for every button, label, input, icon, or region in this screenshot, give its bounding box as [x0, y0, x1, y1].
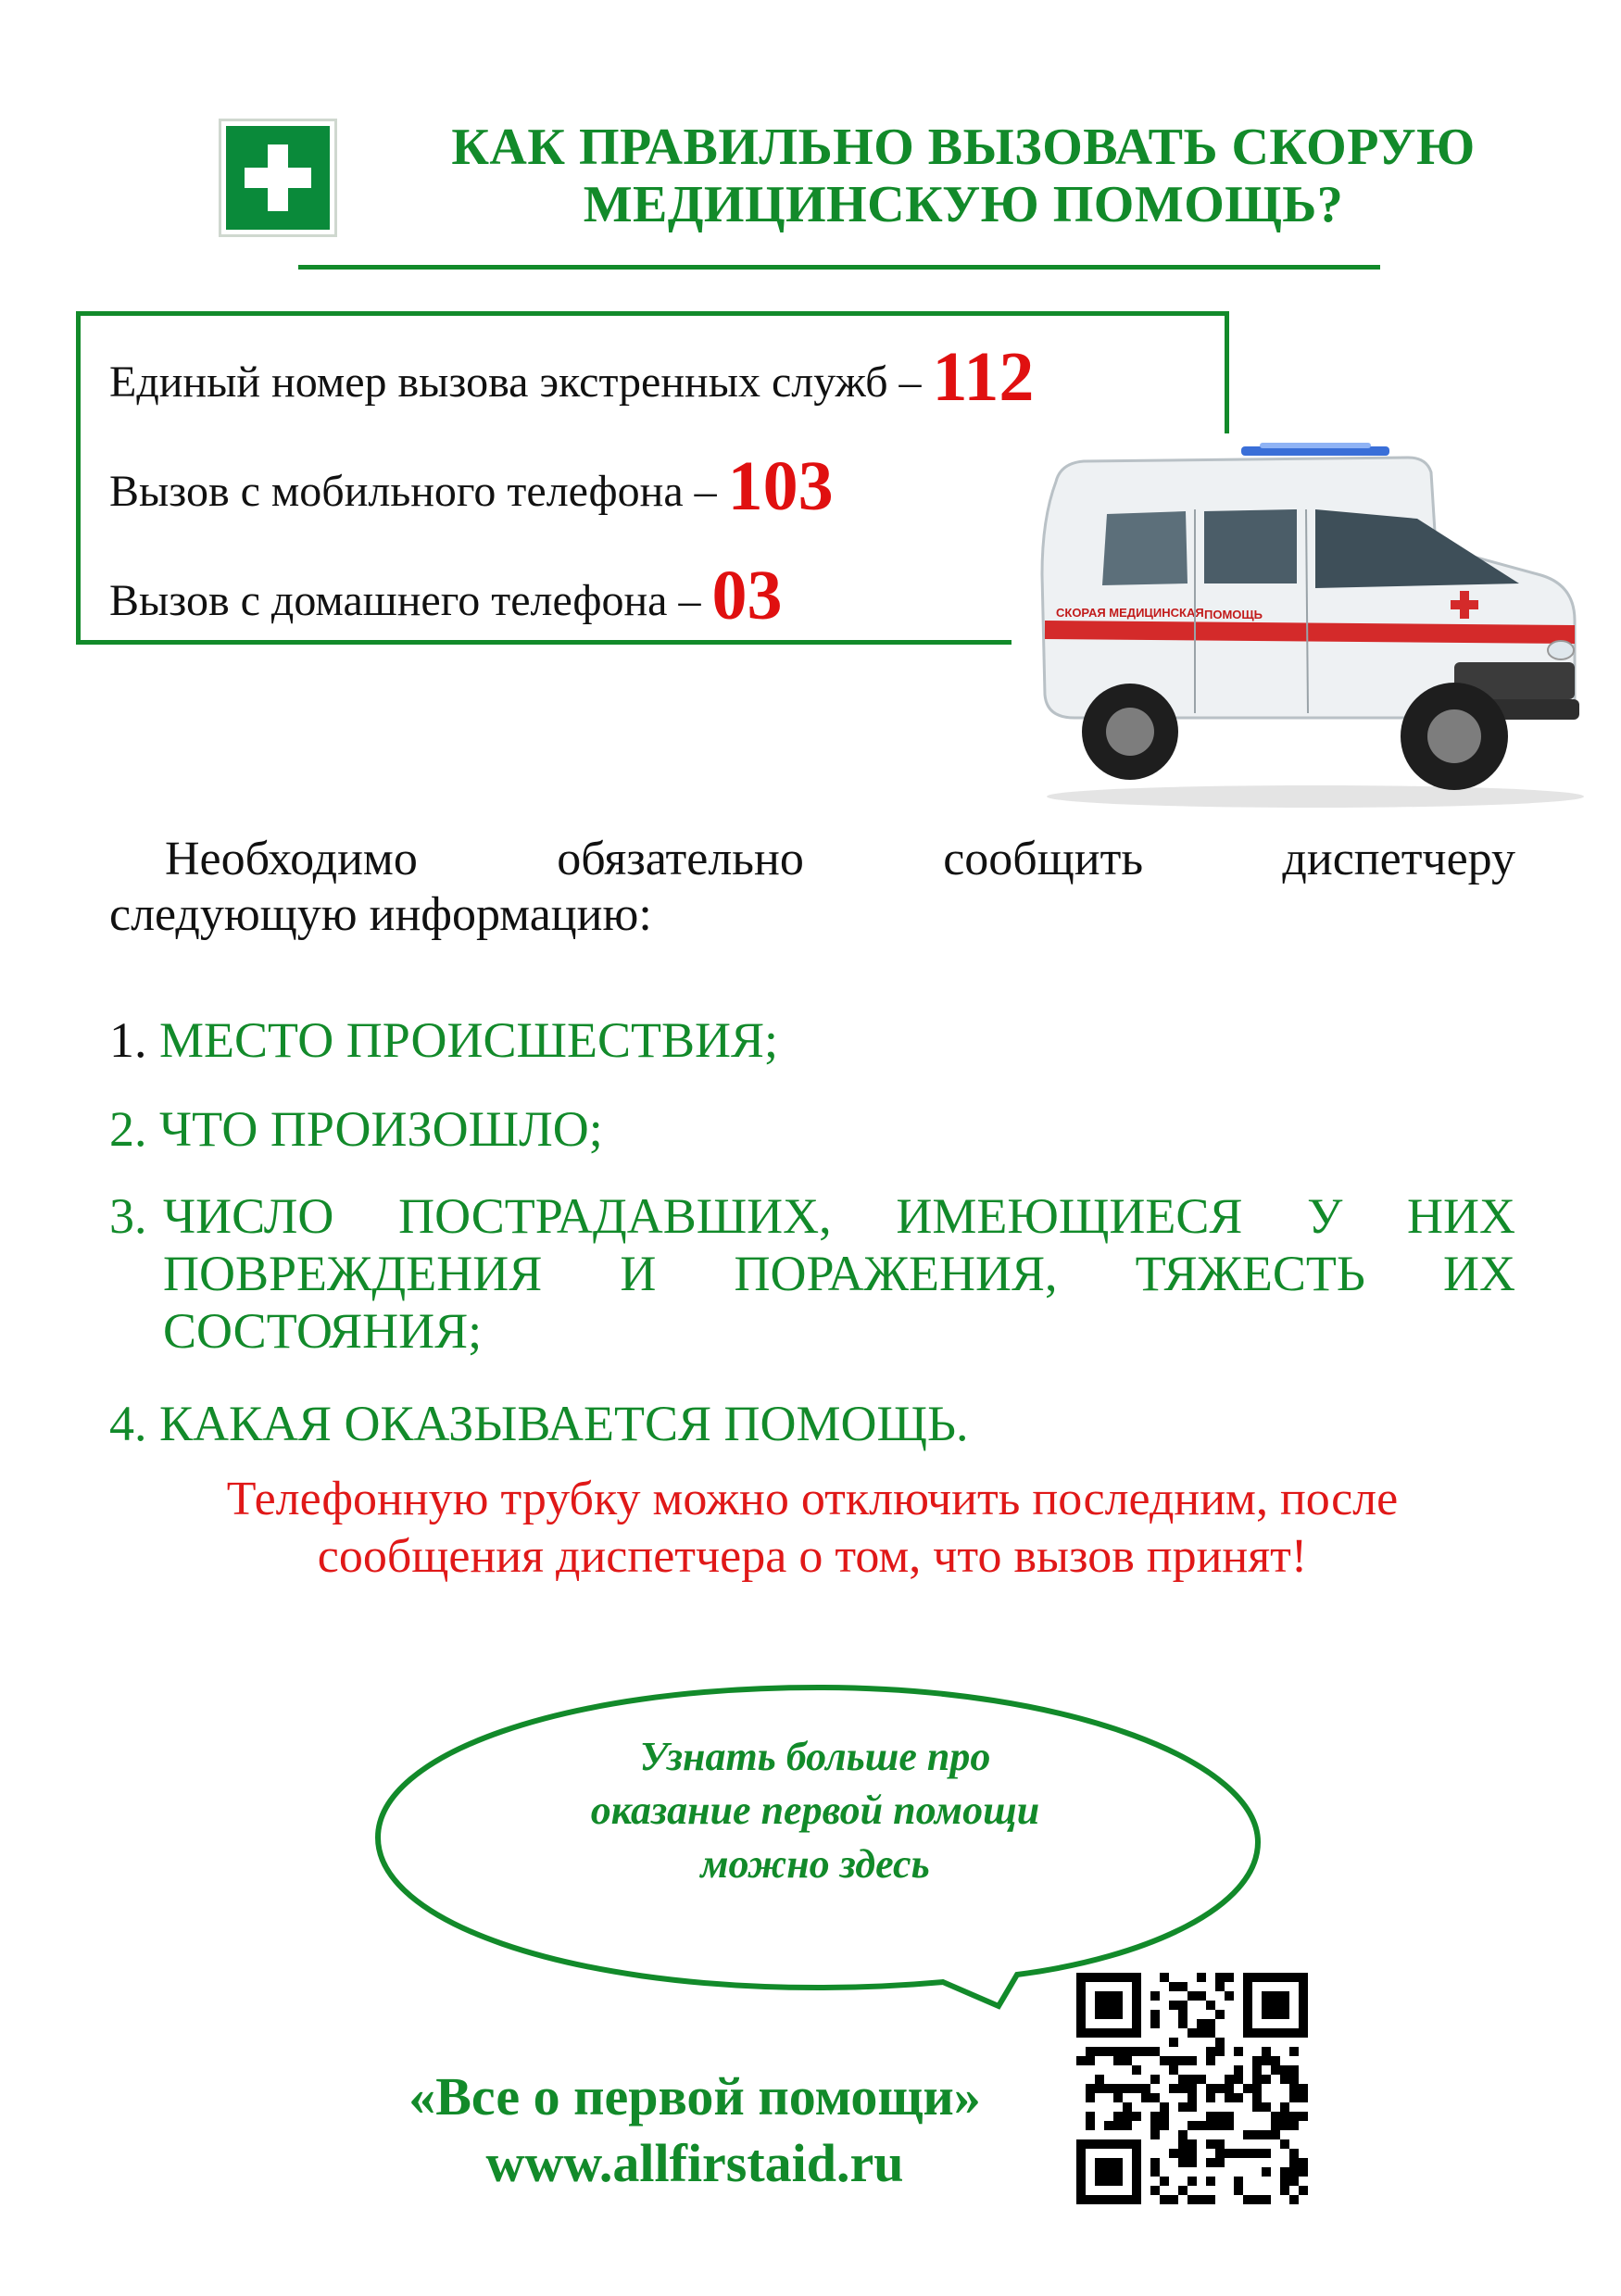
warning-line-2: сообщения диспетчера о том, что вызов принят! [317, 1530, 1308, 1583]
bubble-line-3: можно здесь [700, 1841, 930, 1887]
mobile-number: 103 [727, 447, 834, 525]
list-item [109, 1187, 1515, 1360]
list-text: ЧИСЛО ПОСТРАДАВШИХ, ИМЕЮЩИЕСЯ У НИХ ПОВРЕЖДЕНИЯ И ПОРАЖЕНИЯ, ТЯЖЕСТЬ ИХ СОСТОЯНИЯ; [163, 1188, 1515, 1359]
ambulance-image [1019, 435, 1593, 815]
home-number-row [109, 556, 782, 636]
site-url-link[interactable]: www.allfirstaid.ru [485, 2133, 904, 2193]
intro-line-2: следующую информацию: [109, 888, 652, 941]
emergency-number: 112 [932, 338, 1035, 416]
intro-word: сообщить [943, 833, 1144, 885]
list-number: 4. [109, 1396, 147, 1451]
emergency-number-row [109, 337, 1034, 418]
bubble-line-2: оказание первой помощи [590, 1788, 1040, 1833]
intro-word: обязательно [557, 833, 804, 885]
title-divider [298, 265, 1380, 270]
list-number: 2. [109, 1101, 147, 1157]
bubble-text [519, 1730, 1112, 1891]
ambulance-side-text: ПОМОЩЬ [1204, 608, 1263, 621]
intro-word: Необходимо [165, 833, 418, 885]
intro-word: диспетчеру [1282, 833, 1515, 885]
list-text: ЧТО ПРОИЗОШЛО; [159, 1101, 603, 1157]
number-label: Единый номер вызова экстренных служб – [109, 358, 922, 407]
list-item [109, 1395, 1515, 1452]
list-text: КАКАЯ ОКАЗЫВАЕТСЯ ПОМОЩЬ. [159, 1396, 969, 1451]
qr-code-icon[interactable] [1076, 1973, 1308, 2204]
number-label: Вызов с мобильного телефона – [109, 467, 717, 516]
list-text: МЕСТО ПРОИСШЕСТВИЯ; [159, 1012, 778, 1068]
title-line-2: МЕДИЦИНСКУЮ ПОМОЩЬ? [583, 176, 1344, 233]
mobile-number-row [109, 446, 834, 527]
home-number: 03 [711, 557, 783, 634]
number-label: Вызов с домашнего телефона – [109, 576, 701, 625]
site-name: «Все о первой помощи» [408, 2066, 981, 2127]
list-item [109, 1011, 1515, 1069]
list-number: 3. [109, 1188, 147, 1244]
title-line-1: КАК ПРАВИЛЬНО ВЫЗОВАТЬ СКОРУЮ [451, 119, 1476, 176]
warning-note [109, 1471, 1515, 1586]
list-number: 1. [109, 1012, 147, 1068]
footer [296, 2064, 1093, 2197]
ambulance-side-text: СКОРАЯ МЕДИЦИНСКАЯ [1056, 606, 1204, 620]
warning-line-1: Телефонную трубку можно отключить последним, после [226, 1473, 1399, 1525]
bubble-line-1: Узнать больше про [639, 1734, 991, 1779]
page-title [371, 119, 1556, 233]
first-aid-cross-icon [219, 119, 337, 237]
intro-paragraph [109, 832, 1515, 943]
list-item [109, 1100, 1515, 1158]
